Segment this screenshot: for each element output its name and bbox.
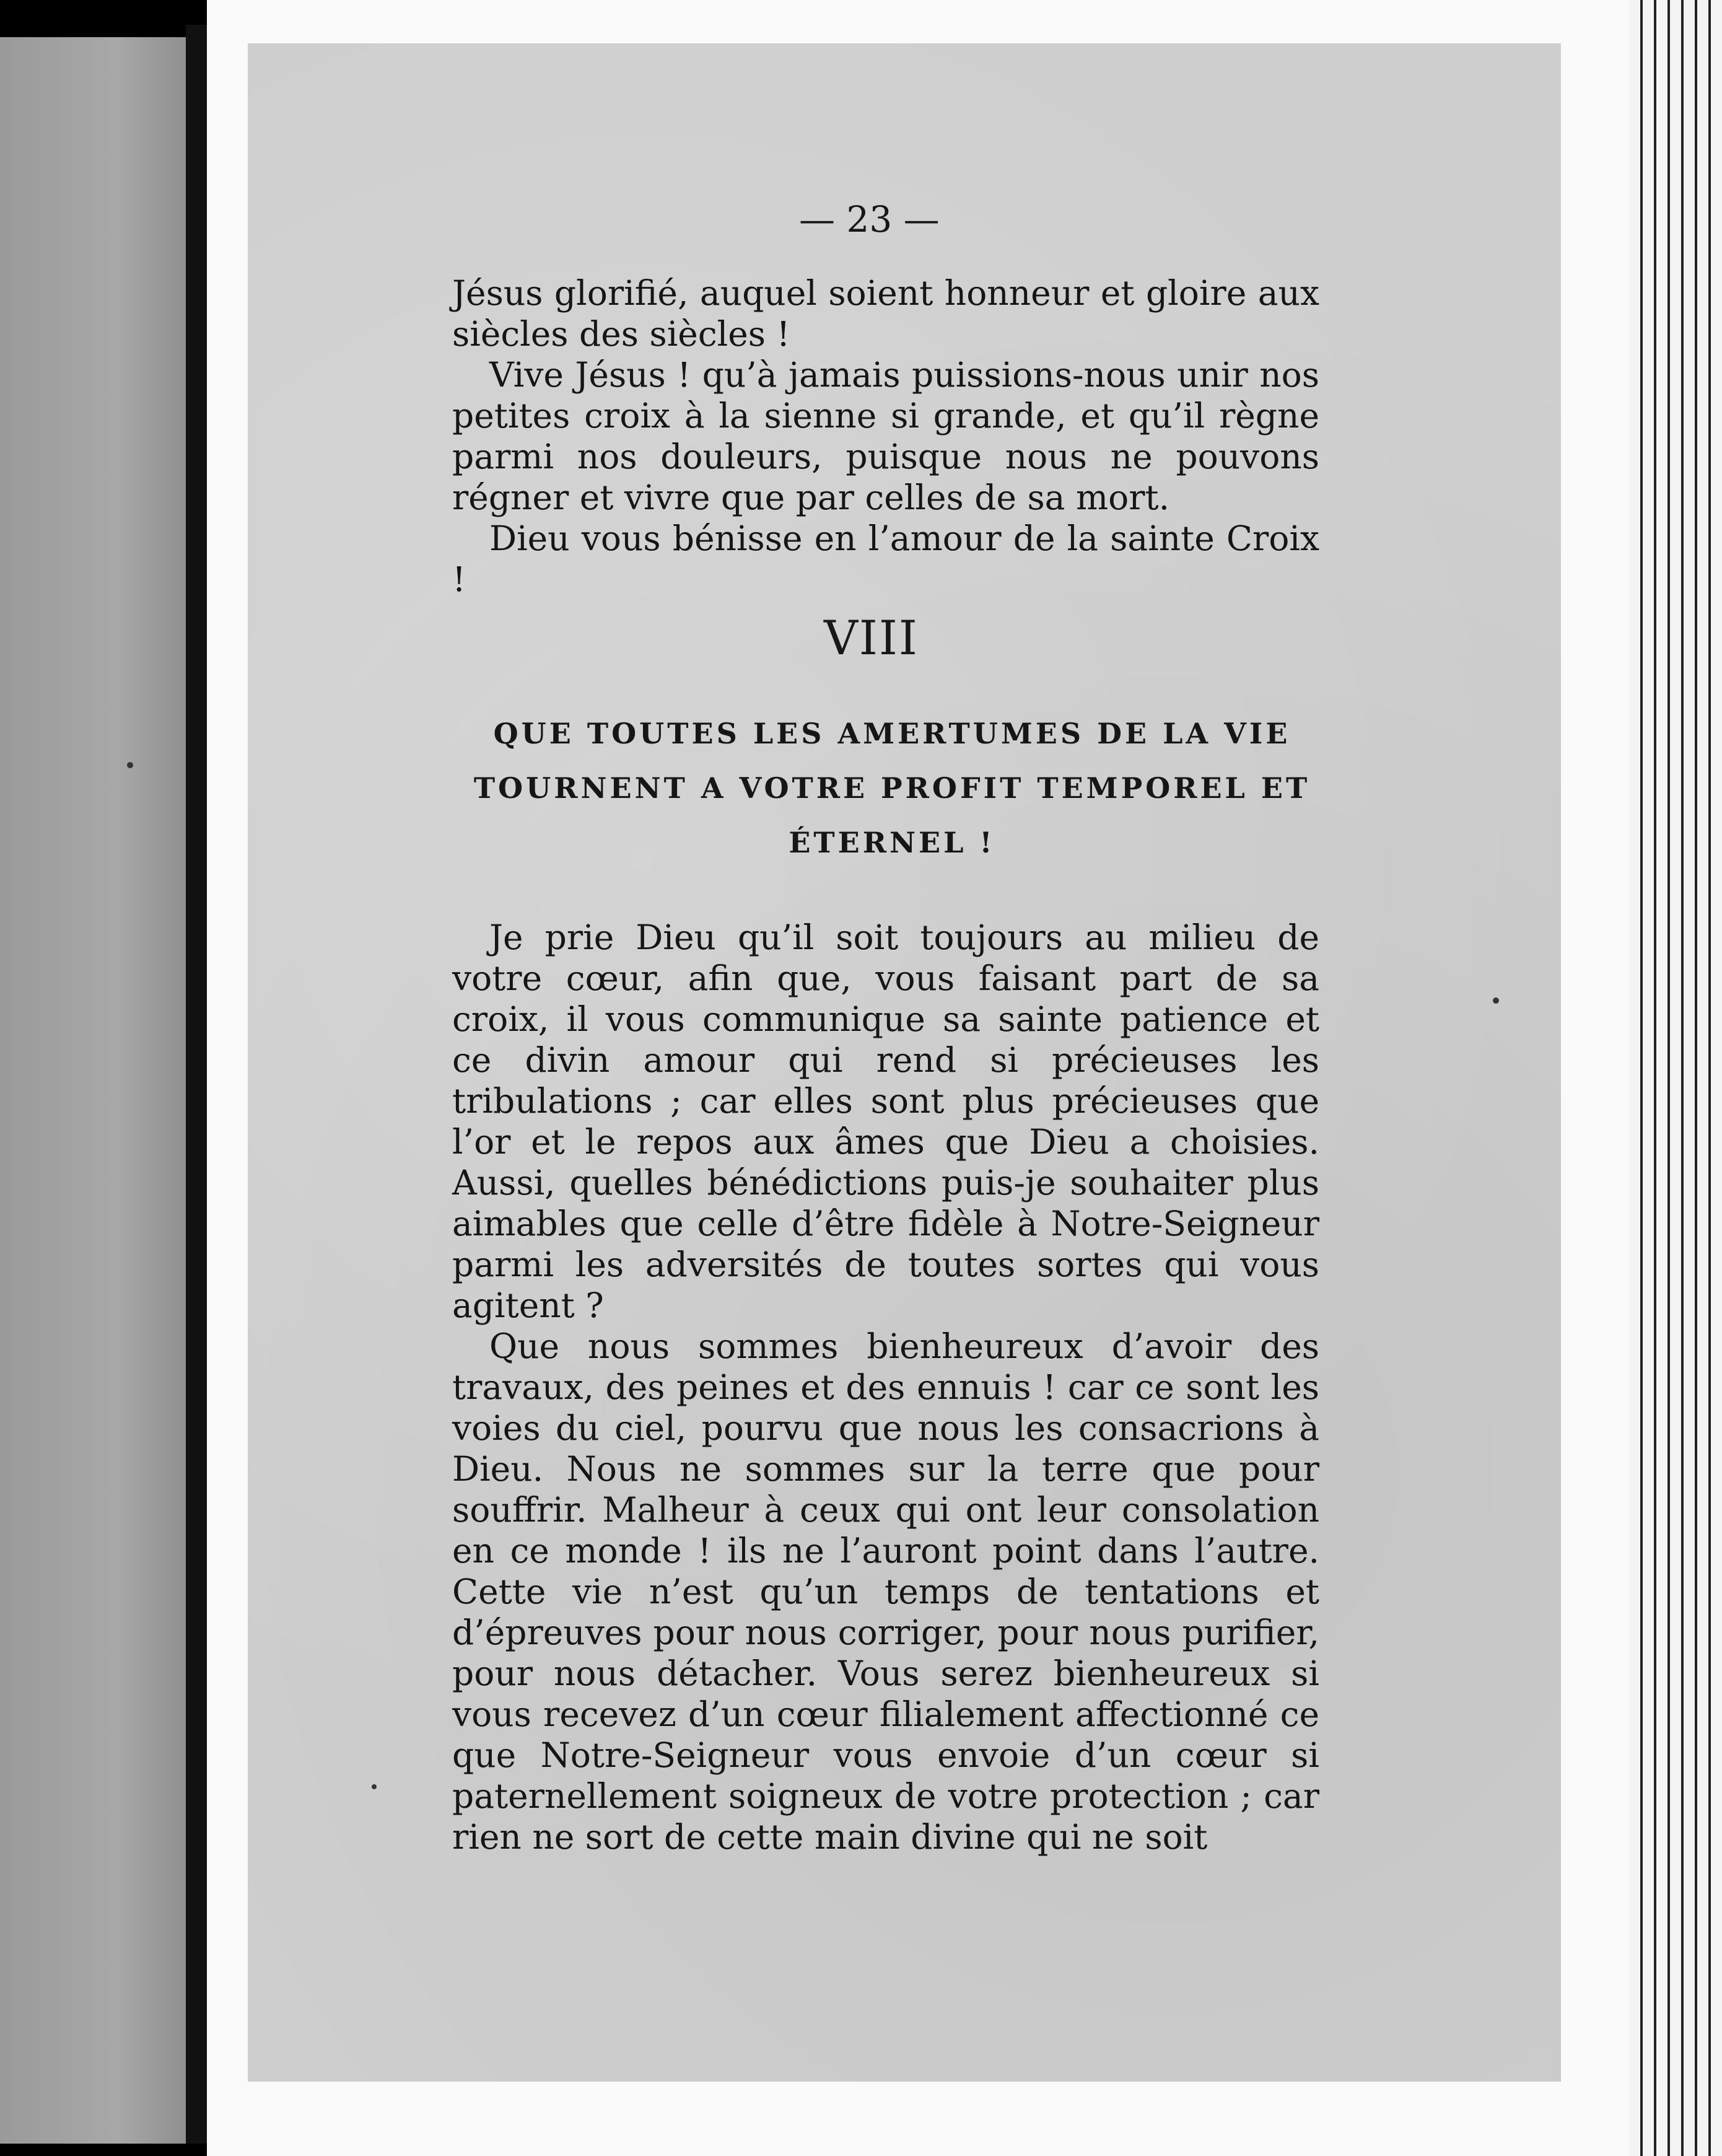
print-speck (372, 1784, 377, 1789)
chapter-number: VIII (824, 610, 919, 665)
page-stack-edge (1629, 0, 1722, 2156)
book-gutter (186, 25, 207, 2144)
top-text (452, 273, 1319, 600)
paragraph: Dieu vous bénisse en l’amour de la sainte Croix ! (452, 519, 1319, 599)
print-speck (1493, 997, 1499, 1004)
paragraph: Jésus glorifié, auquel soient honneur et gloire aux siècles des siècles ! (452, 273, 1319, 354)
adjacent-page (0, 37, 195, 2144)
paragraph: Vive Jésus ! qu’à jamais puissions-nous unir nos petites croix à la sienne si grande, et qu’il règne parmi nos douleurs, puisque nous ne pouvons régner et vivre que par celles de sa mort. (452, 355, 1319, 517)
chapter-title: QUE TOUTES LES AMERTUMES DE LA VIE TOURNENT A VOTRE PROFIT TEMPOREL ET ÉTERNEL ! (473, 717, 1311, 859)
page-number: — 23 — (799, 198, 940, 240)
paragraph: Je prie Dieu qu’il soit toujours au milieu de votre cœur, afin que, vous faisant part de sa croix, il vous communique sa sainte patience et ce divin amour qui rend si précieuses les tribulations ; car elles sont plus précieuses que l’or et le repos aux âmes que Dieu a choisies. Aussi, quelles bénédictions puis-je souhaiter plus aimables que celle d’être fidèle à Notre-Seigneur parmi les adversités de toutes sortes qui vous agitent ? (452, 918, 1319, 1325)
paragraph: Que nous sommes bienheureux d’avoir des travaux, des peines et des ennuis ! car ce sont les voies du ciel, pourvu que nous les consacrions à Dieu. Nous ne sommes sur la terre que pour souffrir. Malheur à ceux qui ont leur consolation en ce monde ! ils ne l’auront point dans l’autre. Cette vie n’est qu’un temps de tentations et d’épreuves pour nous corriger, pour nous purifier, pour nous détacher. Vous serez bienheureux si vous recevez d’un cœur filialement affectionné ce que Notre-Seigneur vous envoie d’un cœur si paternellement soigneux de votre protection ; car rien ne sort de cette main divine qui ne soit (452, 1326, 1319, 1857)
print-speck (127, 762, 133, 768)
body-text (452, 917, 1319, 1857)
